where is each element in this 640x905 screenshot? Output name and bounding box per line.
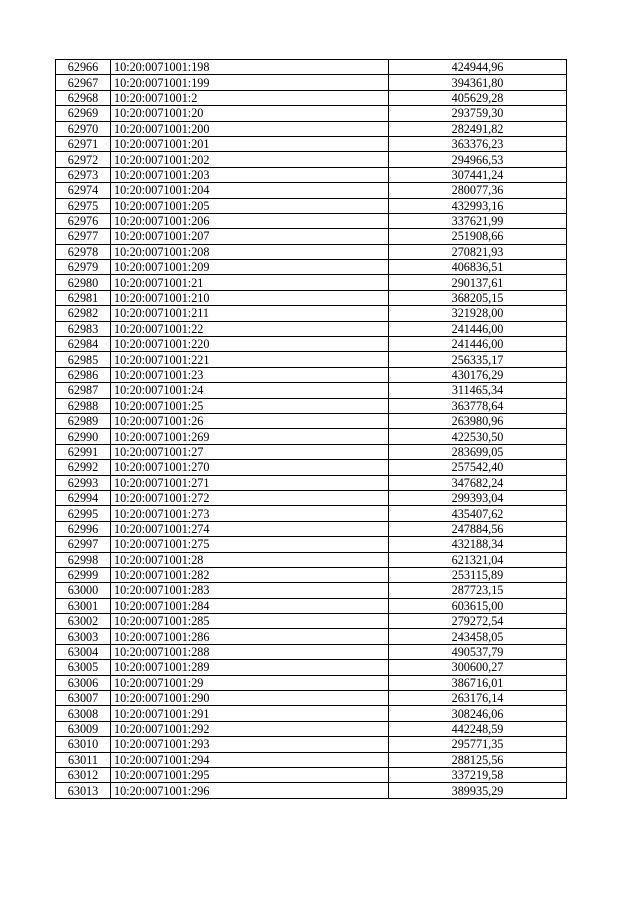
- cadastral-value-cell: 283699,05: [389, 444, 567, 459]
- cadastral-value-cell: 280077,36: [389, 183, 567, 198]
- cadastral-value-cell: 308246,06: [389, 706, 567, 721]
- cadastral-number-cell: 10:20:0071001:288: [111, 644, 389, 659]
- cadastral-number-cell: 10:20:0071001:295: [111, 767, 389, 782]
- cadastral-value-cell: 241446,00: [389, 337, 567, 352]
- cadastral-number-cell: 10:20:0071001:201: [111, 136, 389, 151]
- table-row: [56, 306, 567, 321]
- cadastral-value-cell: 389935,29: [389, 783, 567, 798]
- row-number-cell: 62997: [56, 537, 111, 552]
- row-number-cell: 62966: [56, 60, 111, 75]
- table-row: [56, 429, 567, 444]
- cadastral-value-cell: 347682,24: [389, 475, 567, 490]
- table-row: [56, 614, 567, 629]
- row-number-cell: 62981: [56, 290, 111, 305]
- cadastral-value-table: [55, 59, 567, 799]
- row-number-cell: 63012: [56, 767, 111, 782]
- table-row: [56, 75, 567, 90]
- row-number-cell: 62998: [56, 552, 111, 567]
- table-row: [56, 290, 567, 305]
- row-number-cell: 63008: [56, 706, 111, 721]
- cadastral-number-cell: 10:20:0071001:272: [111, 490, 389, 505]
- cadastral-number-cell: 10:20:0071001:291: [111, 706, 389, 721]
- cadastral-number-cell: 10:20:0071001:271: [111, 475, 389, 490]
- row-number-cell: 63011: [56, 752, 111, 767]
- table-row: [56, 691, 567, 706]
- table-row: [56, 275, 567, 290]
- cadastral-number-cell: 10:20:0071001:22: [111, 321, 389, 336]
- cadastral-value-cell: 321928,00: [389, 306, 567, 321]
- table-row: [56, 121, 567, 136]
- cadastral-value-cell: 363376,23: [389, 136, 567, 151]
- cadastral-number-cell: 10:20:0071001:275: [111, 537, 389, 552]
- cadastral-number-cell: 10:20:0071001:203: [111, 167, 389, 182]
- cadastral-value-cell: 293759,30: [389, 106, 567, 121]
- cadastral-number-cell: 10:20:0071001:220: [111, 337, 389, 352]
- cadastral-number-cell: 10:20:0071001:286: [111, 629, 389, 644]
- table-row: [56, 367, 567, 382]
- cadastral-number-cell: 10:20:0071001:282: [111, 567, 389, 582]
- table-row: [56, 383, 567, 398]
- table-row: [56, 167, 567, 182]
- table-row: [56, 475, 567, 490]
- cadastral-value-cell: 282491,82: [389, 121, 567, 136]
- cadastral-number-cell: 10:20:0071001:210: [111, 290, 389, 305]
- cadastral-number-cell: 10:20:0071001:209: [111, 260, 389, 275]
- table-row: [56, 660, 567, 675]
- row-number-cell: 63013: [56, 783, 111, 798]
- row-number-cell: 62979: [56, 260, 111, 275]
- cadastral-number-cell: 10:20:0071001:221: [111, 352, 389, 367]
- cadastral-value-cell: 288125,56: [389, 752, 567, 767]
- cadastral-number-cell: 10:20:0071001:294: [111, 752, 389, 767]
- cadastral-value-cell: 295771,35: [389, 737, 567, 752]
- cadastral-value-cell: 247884,56: [389, 521, 567, 536]
- row-number-cell: 63006: [56, 675, 111, 690]
- row-number-cell: 62969: [56, 106, 111, 121]
- cadastral-value-cell: 243458,05: [389, 629, 567, 644]
- cadastral-value-cell: 368205,15: [389, 290, 567, 305]
- row-number-cell: 62967: [56, 75, 111, 90]
- cadastral-value-cell: 432993,16: [389, 198, 567, 213]
- cadastral-number-cell: 10:20:0071001:28: [111, 552, 389, 567]
- table-row: [56, 537, 567, 552]
- cadastral-value-cell: 394361,80: [389, 75, 567, 90]
- row-number-cell: 63010: [56, 737, 111, 752]
- cadastral-number-cell: 10:20:0071001:273: [111, 506, 389, 521]
- table-row: [56, 106, 567, 121]
- table-row: [56, 767, 567, 782]
- cadastral-value-cell: 442248,59: [389, 721, 567, 736]
- table-row: [56, 598, 567, 613]
- row-number-cell: 62987: [56, 383, 111, 398]
- table-row: [56, 552, 567, 567]
- cadastral-value-cell: 337219,58: [389, 767, 567, 782]
- table-row: [56, 413, 567, 428]
- row-number-cell: 63007: [56, 691, 111, 706]
- cadastral-number-cell: 10:20:0071001:205: [111, 198, 389, 213]
- cadastral-value-cell: 263980,96: [389, 413, 567, 428]
- cadastral-value-cell: 307441,24: [389, 167, 567, 182]
- cadastral-number-cell: 10:20:0071001:199: [111, 75, 389, 90]
- table-row: [56, 60, 567, 75]
- table-row: [56, 260, 567, 275]
- cadastral-value-cell: 279272,54: [389, 614, 567, 629]
- cadastral-value-cell: 621321,04: [389, 552, 567, 567]
- row-number-cell: 62993: [56, 475, 111, 490]
- cadastral-number-cell: 10:20:0071001:206: [111, 213, 389, 228]
- table-row: [56, 521, 567, 536]
- table-row: [56, 352, 567, 367]
- table-row: [56, 229, 567, 244]
- cadastral-value-cell: 251908,66: [389, 229, 567, 244]
- table-row: [56, 198, 567, 213]
- row-number-cell: 62991: [56, 444, 111, 459]
- row-number-cell: 62996: [56, 521, 111, 536]
- cadastral-value-cell: 405629,28: [389, 90, 567, 105]
- table-row: [56, 783, 567, 798]
- row-number-cell: 62972: [56, 152, 111, 167]
- table-row: [56, 213, 567, 228]
- cadastral-value-cell: 294966,53: [389, 152, 567, 167]
- cadastral-value-cell: 435407,62: [389, 506, 567, 521]
- cadastral-value-cell: 300600,27: [389, 660, 567, 675]
- cadastral-value-cell: 430176,29: [389, 367, 567, 382]
- cadastral-number-cell: 10:20:0071001:290: [111, 691, 389, 706]
- row-number-cell: 62986: [56, 367, 111, 382]
- cadastral-value-cell: 386716,01: [389, 675, 567, 690]
- row-number-cell: 62988: [56, 398, 111, 413]
- table-row: [56, 398, 567, 413]
- cadastral-number-cell: 10:20:0071001:207: [111, 229, 389, 244]
- cadastral-number-cell: 10:20:0071001:20: [111, 106, 389, 121]
- row-number-cell: 62980: [56, 275, 111, 290]
- table-row: [56, 444, 567, 459]
- table-row: [56, 583, 567, 598]
- cadastral-number-cell: 10:20:0071001:2: [111, 90, 389, 105]
- cadastral-value-cell: 490537,79: [389, 644, 567, 659]
- cadastral-number-cell: 10:20:0071001:202: [111, 152, 389, 167]
- cadastral-value-cell: 290137,61: [389, 275, 567, 290]
- table-row: [56, 567, 567, 582]
- cadastral-number-cell: 10:20:0071001:26: [111, 413, 389, 428]
- table-row: [56, 244, 567, 259]
- cadastral-number-cell: 10:20:0071001:285: [111, 614, 389, 629]
- row-number-cell: 63002: [56, 614, 111, 629]
- cadastral-number-cell: 10:20:0071001:269: [111, 429, 389, 444]
- row-number-cell: 63005: [56, 660, 111, 675]
- cadastral-number-cell: 10:20:0071001:283: [111, 583, 389, 598]
- cadastral-value-cell: 253115,89: [389, 567, 567, 582]
- row-number-cell: 62985: [56, 352, 111, 367]
- row-number-cell: 62984: [56, 337, 111, 352]
- row-number-cell: 63004: [56, 644, 111, 659]
- cadastral-number-cell: 10:20:0071001:25: [111, 398, 389, 413]
- cadastral-value-cell: 263176,14: [389, 691, 567, 706]
- cadastral-value-cell: 363778,64: [389, 398, 567, 413]
- row-number-cell: 62992: [56, 460, 111, 475]
- cadastral-number-cell: 10:20:0071001:293: [111, 737, 389, 752]
- row-number-cell: 62975: [56, 198, 111, 213]
- cadastral-value-cell: 432188,34: [389, 537, 567, 552]
- cadastral-number-cell: 10:20:0071001:296: [111, 783, 389, 798]
- row-number-cell: 62971: [56, 136, 111, 151]
- cadastral-number-cell: 10:20:0071001:200: [111, 121, 389, 136]
- cadastral-number-cell: 10:20:0071001:211: [111, 306, 389, 321]
- table-row: [56, 490, 567, 505]
- cadastral-value-cell: 287723,15: [389, 583, 567, 598]
- cadastral-number-cell: 10:20:0071001:289: [111, 660, 389, 675]
- cadastral-value-cell: 337621,99: [389, 213, 567, 228]
- cadastral-number-cell: 10:20:0071001:274: [111, 521, 389, 536]
- cadastral-number-cell: 10:20:0071001:198: [111, 60, 389, 75]
- cadastral-value-cell: 257542,40: [389, 460, 567, 475]
- row-number-cell: 63000: [56, 583, 111, 598]
- table-body: [56, 60, 567, 799]
- table-row: [56, 152, 567, 167]
- cadastral-value-cell: 424944,96: [389, 60, 567, 75]
- table-row: [56, 721, 567, 736]
- row-number-cell: 62977: [56, 229, 111, 244]
- table-row: [56, 90, 567, 105]
- row-number-cell: 62994: [56, 490, 111, 505]
- cadastral-number-cell: 10:20:0071001:29: [111, 675, 389, 690]
- table-row: [56, 321, 567, 336]
- cadastral-value-cell: 311465,34: [389, 383, 567, 398]
- cadastral-value-cell: 256335,17: [389, 352, 567, 367]
- table-row: [56, 337, 567, 352]
- row-number-cell: 62974: [56, 183, 111, 198]
- cadastral-number-cell: 10:20:0071001:270: [111, 460, 389, 475]
- table-row: [56, 506, 567, 521]
- row-number-cell: 62970: [56, 121, 111, 136]
- cadastral-number-cell: 10:20:0071001:21: [111, 275, 389, 290]
- row-number-cell: 63001: [56, 598, 111, 613]
- cadastral-value-cell: 422530,50: [389, 429, 567, 444]
- cadastral-number-cell: 10:20:0071001:208: [111, 244, 389, 259]
- row-number-cell: 62990: [56, 429, 111, 444]
- row-number-cell: 62982: [56, 306, 111, 321]
- row-number-cell: 62983: [56, 321, 111, 336]
- row-number-cell: 63009: [56, 721, 111, 736]
- table-row: [56, 629, 567, 644]
- cadastral-number-cell: 10:20:0071001:204: [111, 183, 389, 198]
- cadastral-number-cell: 10:20:0071001:292: [111, 721, 389, 736]
- table-row: [56, 644, 567, 659]
- row-number-cell: 62976: [56, 213, 111, 228]
- row-number-cell: 62989: [56, 413, 111, 428]
- row-number-cell: 62968: [56, 90, 111, 105]
- row-number-cell: 62995: [56, 506, 111, 521]
- cadastral-number-cell: 10:20:0071001:27: [111, 444, 389, 459]
- row-number-cell: 62978: [56, 244, 111, 259]
- cadastral-value-cell: 241446,00: [389, 321, 567, 336]
- row-number-cell: 62973: [56, 167, 111, 182]
- cadastral-value-cell: 406836,51: [389, 260, 567, 275]
- cadastral-number-cell: 10:20:0071001:24: [111, 383, 389, 398]
- table-row: [56, 737, 567, 752]
- cadastral-value-cell: 270821,93: [389, 244, 567, 259]
- row-number-cell: 63003: [56, 629, 111, 644]
- cadastral-number-cell: 10:20:0071001:284: [111, 598, 389, 613]
- cadastral-value-cell: 299393,04: [389, 490, 567, 505]
- cadastral-number-cell: 10:20:0071001:23: [111, 367, 389, 382]
- row-number-cell: 62999: [56, 567, 111, 582]
- table-row: [56, 183, 567, 198]
- table-row: [56, 752, 567, 767]
- table-row: [56, 460, 567, 475]
- table-row: [56, 675, 567, 690]
- table-row: [56, 136, 567, 151]
- cadastral-value-cell: 603615,00: [389, 598, 567, 613]
- table-row: [56, 706, 567, 721]
